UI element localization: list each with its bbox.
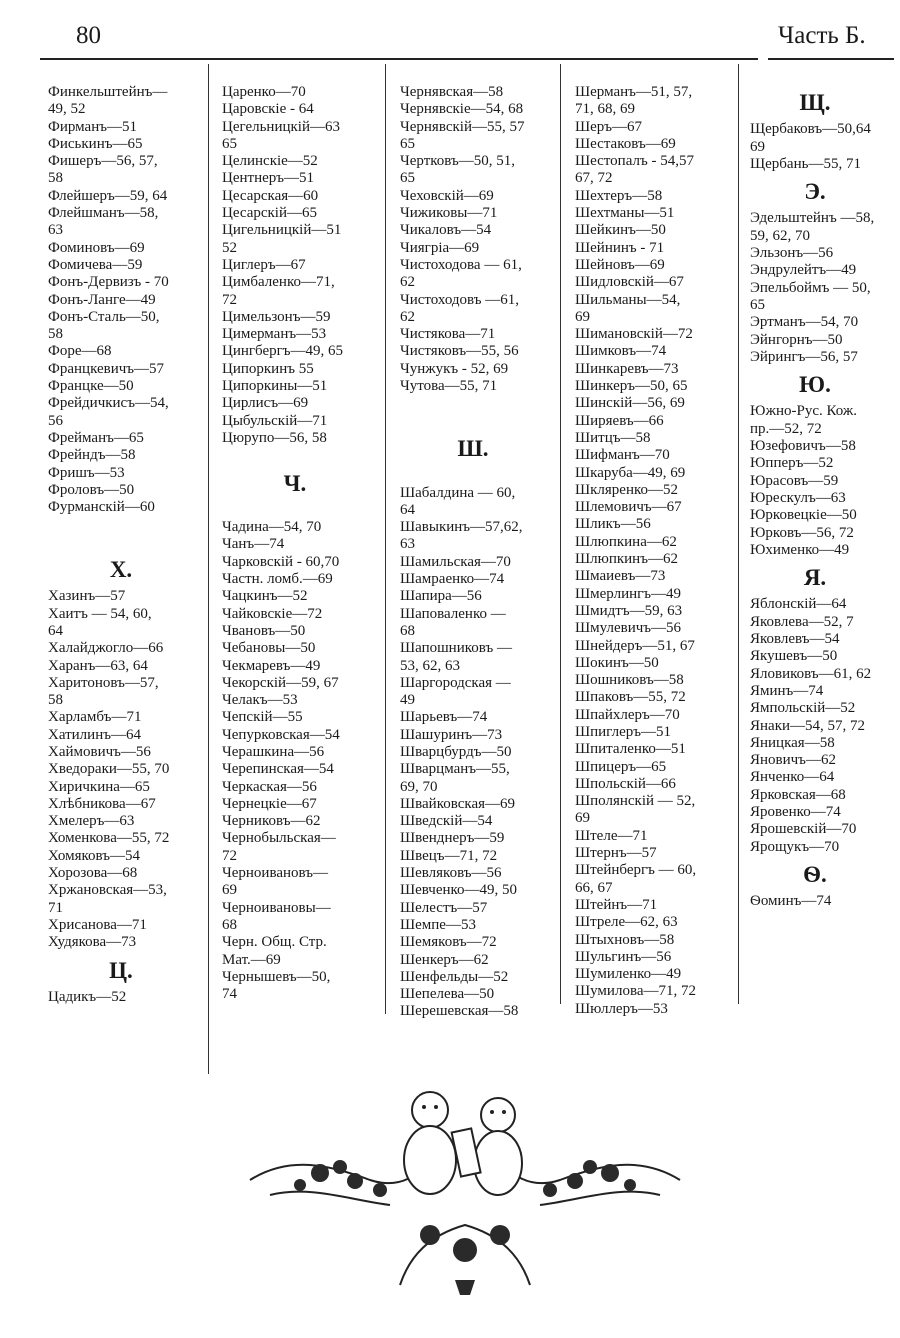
index-entry: Чепурковская—54 (222, 726, 340, 743)
index-entry: 69 (222, 882, 237, 899)
index-entry: Харанъ—63, 64 (48, 657, 148, 674)
index-entry: Шликъ—56 (575, 516, 651, 533)
index-entry: Ярошевскій—70 (750, 821, 857, 838)
index-entry: Фрейманъ—65 (48, 429, 144, 446)
index-entry: Цюрупо—56, 58 (222, 429, 327, 446)
index-entry: Чадина—54, 70 (222, 519, 322, 536)
index-entry: Шимановскій—72 (575, 326, 693, 343)
index-entry: Шошниковъ—58 (575, 672, 684, 689)
index-entry: Шлемовичъ—67 (575, 499, 682, 516)
index-entry: Шинкаревъ—73 (575, 360, 679, 377)
index-entry: 65 (222, 135, 237, 152)
column-spacer (400, 413, 566, 430)
index-entry: Эпельбоймъ — 50, (750, 279, 871, 296)
index-entry: Яковлевъ—54 (750, 631, 840, 648)
index-entry: Хлѣбникова—67 (48, 795, 156, 812)
index-entry: Шейкинъ—50 (575, 222, 666, 239)
index-entry: Царенко—70 (222, 84, 306, 100)
index-entry: Шпицеръ—65 (575, 758, 667, 775)
index-entry: 63 (48, 222, 63, 239)
page-header (0, 0, 900, 70)
index-entry: Шевляковъ—56 (400, 865, 502, 882)
index-entry: Чертковъ—50, 51, (400, 153, 516, 170)
index-entry: Чернецкіе—67 (222, 795, 317, 812)
index-entry: Шпольскій—66 (575, 775, 676, 792)
index-entry: Хорозова—68 (48, 865, 138, 882)
section-letter-heading: Щ. (799, 90, 831, 115)
index-entry: Черепинская—54 (222, 761, 334, 778)
index-entry: Шмерлингъ—49 (575, 585, 682, 602)
index-entry: Хомяковъ—54 (48, 847, 140, 864)
index-entry: 68 (222, 916, 237, 933)
index-entry: Шехтеръ—58 (575, 187, 663, 204)
index-entry: Черниковъ—62 (222, 813, 321, 830)
index-entry: Штыхновъ—58 (575, 931, 675, 948)
index-entry: Янаки—54, 57, 72 (750, 717, 866, 734)
index-entry: Яницкая—58 (750, 734, 835, 751)
index-entry: 69 (575, 308, 590, 325)
index-entry: 58 (48, 326, 63, 343)
index-entry: 49 (400, 692, 415, 709)
index-entry: Яловиковъ—61, 62 (750, 665, 872, 682)
index-entry: Шмидтъ—59, 63 (575, 602, 683, 619)
index-entry: Шлюпкинъ—62 (575, 551, 678, 568)
index-entry: 71, 68, 69 (575, 101, 635, 118)
index-entry: Черн. Общ. Стр. (222, 934, 327, 951)
index-entry: Хмелеръ—63 (48, 813, 135, 830)
index-entry: 72 (222, 291, 237, 308)
index-entry: Чикаловъ—54 (400, 222, 492, 239)
index-entry: Чвановъ—50 (222, 622, 306, 639)
index-entry: Шелестъ—57 (400, 899, 488, 916)
index-entry: 62 (400, 274, 415, 291)
index-entry: Шерешевская—58 (400, 1003, 519, 1020)
index-entry: Эйрингъ—56, 57 (750, 348, 858, 365)
index-entry: Якушевъ—50 (750, 648, 838, 665)
index-entry: Харламбъ—71 (48, 709, 142, 726)
index-entry: Яковлева—52, 7 (750, 613, 854, 630)
index-entry: Хаймовичъ—56 (48, 743, 151, 760)
index-entry: Чижиковы—71 (400, 205, 498, 222)
index-column-3 (400, 84, 566, 1021)
index-entry: Фоминовъ—69 (48, 239, 145, 256)
index-entry: Юрасовъ—59 (750, 472, 839, 489)
page-number: 80 (76, 22, 101, 49)
index-entry: Францке—50 (48, 378, 134, 395)
index-entry: Яровенко—74 (750, 803, 841, 820)
index-entry: Чернявская—58 (400, 84, 504, 100)
index-entry: 72 (222, 847, 237, 864)
index-entry: Шкляренко—52 (575, 481, 679, 498)
header-rule (40, 58, 758, 60)
index-entry: Челакъ—53 (222, 692, 298, 709)
part-title: Часть Б. (778, 22, 866, 49)
index-entry: Ярковская—68 (750, 786, 846, 803)
index-entry: 69 (750, 138, 765, 155)
index-entry: Чанъ—74 (222, 536, 285, 553)
index-entry: 53, 62, 63 (400, 657, 460, 674)
index-entry: Юрковъ—56, 72 (750, 524, 854, 541)
index-entry: Шенкеръ—62 (400, 951, 489, 968)
index-entry: Шабалдина — 60, (400, 484, 516, 501)
index-entry: Щербаковъ—50,64 (750, 121, 871, 138)
index-entry: Чернявскіе—54, 68 (400, 101, 524, 118)
index-entry: Фрейдичкисъ—54, (48, 395, 169, 412)
index-entry: Ципоркины—51 (222, 378, 328, 395)
index-entry: Шестаковъ—69 (575, 135, 676, 152)
index-entry: Шаргородская — (400, 674, 511, 691)
index-entry: 52 (222, 239, 237, 256)
index-entry: Фиськинъ—65 (48, 135, 143, 152)
index-entry: Худякова—73 (48, 934, 137, 951)
index-entry: Ѳоминъ—74 (750, 893, 832, 910)
index-entry: Чарковскій - 60,70 (222, 553, 340, 570)
index-entry: Черкаская—56 (222, 778, 317, 795)
index-entry: Эртманъ—54, 70 (750, 314, 859, 331)
index-entry: Шкаруба—49, 69 (575, 464, 686, 481)
index-entry: Ципоркинъ 55 (222, 360, 314, 377)
index-entry: Хаитъ — 54, 60, (48, 605, 152, 622)
index-entry: Шмулевичъ—56 (575, 620, 682, 637)
index-entry: Цимельзонъ—59 (222, 308, 331, 325)
index-entry: Штеле—71 (575, 827, 648, 844)
index-entry: Штернъ—57 (575, 845, 657, 862)
index-entry: Цесарскій—65 (222, 205, 318, 222)
index-column-5 (750, 84, 900, 910)
index-entry: Шитцъ—58 (575, 429, 651, 446)
index-entry: Юрковецкіе—50 (750, 507, 857, 524)
index-entry: Цадикъ—52 (48, 988, 127, 1005)
column-spacer (222, 447, 388, 464)
index-entry: 71 (48, 899, 63, 916)
index-entry: 58 (48, 170, 63, 187)
index-entry: 62 (400, 308, 415, 325)
index-entry: 67, 72 (575, 170, 613, 187)
index-entry: Шимковъ—74 (575, 343, 667, 360)
index-entry: 64 (48, 622, 63, 639)
index-entry: Шлюпкина—62 (575, 533, 677, 550)
index-entry: Юпперъ—52 (750, 455, 834, 472)
index-entry: Цыбульскій—71 (222, 412, 328, 429)
cherub-ornament-illustration (230, 1085, 700, 1300)
index-entry: Шехтманы—51 (575, 205, 675, 222)
index-entry: Царовскіе - 64 (222, 101, 314, 118)
index-entry: Цигельницкій—51 (222, 222, 342, 239)
index-entry: Южно-Рус. Кож. (750, 403, 857, 420)
index-entry: Мат.—69 (222, 951, 281, 968)
index-entry: Яновичъ—62 (750, 752, 836, 769)
index-entry: 49, 52 (48, 101, 86, 118)
index-entry: Фонъ-Сталь—50, (48, 308, 160, 325)
index-entry: Чернобыльская— (222, 830, 336, 847)
index-entry: Цегельницкій—63 (222, 118, 340, 135)
index-entry: 56 (48, 412, 63, 429)
index-entry: Цингбергъ—49, 65 (222, 343, 344, 360)
index-entry: Цимерманъ—53 (222, 326, 327, 343)
index-entry: Ямпольскій—52 (750, 700, 856, 717)
index-entry: Хатилинъ—64 (48, 726, 141, 743)
index-entry: Шокинъ—50 (575, 654, 659, 671)
index-entry: Ярощукъ—70 (750, 838, 840, 855)
index-entry: Шарьевъ—74 (400, 709, 488, 726)
index-entry: Шюллеръ—53 (575, 1000, 668, 1017)
index-entry: Целинскіе—52 (222, 153, 318, 170)
column-spacer (400, 395, 566, 412)
index-entry: Шапошниковъ — (400, 640, 512, 657)
index-entry: Шашуринъ—73 (400, 726, 503, 743)
index-entry: Шварцбурдъ—50 (400, 743, 512, 760)
index-entry: Францкевичъ—57 (48, 360, 165, 377)
index-entry: Шейновъ—69 (575, 256, 665, 273)
index-entry: пр.—52, 72 (750, 420, 822, 437)
index-entry: Шевченко—49, 50 (400, 882, 518, 899)
section-letter-heading: Ч. (283, 470, 307, 496)
index-entry: Шеръ—67 (575, 118, 643, 135)
index-entry: 58 (48, 692, 63, 709)
index-entry: Шильманы—54, (575, 291, 681, 308)
index-entry: Фроловъ—50 (48, 481, 135, 498)
index-entry: Яминъ—74 (750, 682, 824, 699)
index-entry: Шпиглеръ—51 (575, 723, 671, 740)
index-entry: Чистяковъ—55, 56 (400, 343, 519, 360)
section-letter-heading: Ц. (109, 957, 133, 983)
index-entry: Шавыкинъ—57,62, (400, 519, 523, 536)
index-entry: Эйнгорнъ—50 (750, 331, 843, 348)
index-entry: Шенфельды—52 (400, 968, 509, 985)
index-entry: Шифманъ—70 (575, 447, 670, 464)
index-entry: Шпиталенко—51 (575, 741, 686, 758)
index-entry: Юхименко—49 (750, 541, 850, 558)
index-entry: Фурманскій—60 (48, 499, 155, 516)
index-entry: 63 (400, 536, 415, 553)
index-entry: Чепскій—55 (222, 709, 303, 726)
index-entry: Чистоходова — 61, (400, 256, 522, 273)
index-entry: 69, 70 (400, 778, 438, 795)
index-entry: Чунжукъ - 52, 69 (400, 360, 509, 377)
section-letter-heading: Ю. (799, 372, 831, 398)
index-entry: Частн. ломб.—69 (222, 571, 333, 588)
section-letter-heading: Х. (109, 557, 133, 583)
index-entry: Форе—68 (48, 343, 112, 360)
column-spacer (48, 534, 214, 551)
index-entry: Шемяковъ—72 (400, 934, 497, 951)
index-entry: Швецъ—71, 72 (400, 847, 498, 864)
index-entry: 74 (222, 986, 237, 1003)
index-entry: Хведораки—55, 70 (48, 761, 170, 778)
index-entry: Чутова—55, 71 (400, 378, 498, 395)
index-entry: Харитоновъ—57, (48, 674, 159, 691)
index-entry: Фомичева—59 (48, 256, 143, 273)
index-entry: Фишеръ—56, 57, (48, 153, 158, 170)
index-entry: Фрейндъ—58 (48, 447, 136, 464)
index-entry: Шполянскій — 52, (575, 793, 696, 810)
index-entry: Чекорскій—59, 67 (222, 674, 339, 691)
index-entry: Черноивановъ— (222, 865, 328, 882)
index-entry: Фонъ-Дервизъ - 70 (48, 274, 169, 291)
index-entry: Цирлисъ—69 (222, 395, 309, 412)
index-entry: Шинкеръ—50, 65 (575, 378, 688, 395)
index-entry: Чайковскіе—72 (222, 605, 323, 622)
index-entry: Чебановы—50 (222, 640, 316, 657)
index-entry: Эндрулейтъ—49 (750, 262, 857, 279)
index-entry: Хиричкина—65 (48, 778, 150, 795)
index-entry: Шульгинъ—56 (575, 948, 672, 965)
index-entry: Яблонскій—64 (750, 596, 847, 613)
index-entry: Хоменкова—55, 72 (48, 830, 170, 847)
section-letter-heading: Я. (803, 565, 827, 591)
index-entry: Швенднеръ—59 (400, 830, 505, 847)
index-entry: Шпаковъ—55, 72 (575, 689, 686, 706)
index-entry: Халайджогло—66 (48, 640, 164, 657)
index-entry: Ширяевъ—66 (575, 412, 664, 429)
column-spacer (48, 516, 214, 533)
index-entry: Шведскій—54 (400, 813, 493, 830)
index-entry: Шемпе—53 (400, 916, 476, 933)
index-entry: Штреле—62, 63 (575, 914, 678, 931)
index-column-4 (575, 84, 741, 1018)
index-entry: 65 (400, 135, 415, 152)
index-entry: Юрескулъ—63 (750, 489, 846, 506)
section-letter-heading: Ш. (457, 435, 489, 461)
index-entry: Чернявскій—55, 57 (400, 118, 525, 135)
section-letter-heading: Э. (804, 179, 826, 205)
index-entry: Чеховскій—69 (400, 187, 494, 204)
index-entry: Шмаиевъ—73 (575, 568, 666, 585)
column-spacer (400, 467, 566, 484)
index-entry: 59, 62, 70 (750, 227, 810, 244)
index-entry: Финкельштейнъ— (48, 84, 168, 100)
index-entry: Штейнъ—71 (575, 896, 658, 913)
index-entry: 66, 67 (575, 879, 613, 896)
index-entry: Фирманъ—51 (48, 118, 137, 135)
index-entry: Шамраенко—74 (400, 571, 505, 588)
section-letter-heading: Ѳ. (803, 861, 827, 887)
index-entry: Флейшманъ—58, (48, 205, 159, 222)
index-entry: Центнеръ—51 (222, 170, 315, 187)
index-entry: Штейнбергъ — 60, (575, 862, 697, 879)
index-entry: Хрисанова—71 (48, 916, 147, 933)
index-entry: Шидловскій—67 (575, 274, 684, 291)
index-entry: Цимбаленко—71, (222, 274, 335, 291)
index-entry: Флейшеръ—59, 64 (48, 187, 168, 204)
index-entry: Швайковская—69 (400, 795, 515, 812)
index-entry: Шумилова—71, 72 (575, 983, 696, 1000)
column-spacer (222, 502, 388, 519)
index-entry: Чистоходовъ —61, (400, 291, 520, 308)
index-entry: Шапира—56 (400, 588, 482, 605)
index-entry: Чацкинъ—52 (222, 588, 308, 605)
index-entry: Шнейдеръ—51, 67 (575, 637, 695, 654)
index-entry: Чернышевъ—50, (222, 968, 331, 985)
index-entry: Циглеръ—67 (222, 256, 306, 273)
index-column-2 (222, 84, 388, 1003)
index-entry: Юзефовичъ—58 (750, 438, 856, 455)
index-entry: Черашкина—56 (222, 743, 325, 760)
index-entry: Чекмаревъ—49 (222, 657, 321, 674)
index-entry: Чистякова—71 (400, 326, 496, 343)
index-entry: Эльзонъ—56 (750, 245, 834, 262)
index-entry: Шестопалъ - 54,57 (575, 153, 694, 170)
index-entry: Хазинъ—57 (48, 588, 126, 605)
index-entry: Чиягріа—69 (400, 239, 480, 256)
index-column-1 (48, 84, 214, 1006)
index-entry: Янченко—64 (750, 769, 835, 786)
index-entry: Хржановская—53, (48, 882, 167, 899)
index-entry: Фришъ—53 (48, 464, 125, 481)
header-rule (768, 58, 894, 60)
index-entry: Черноивановы— (222, 899, 331, 916)
index-entry: Шепелева—50 (400, 986, 495, 1003)
index-entry: 68 (400, 622, 415, 639)
index-entry: Шерманъ—51, 57, (575, 84, 693, 100)
index-entry: 69 (575, 810, 590, 827)
index-entry: Шейнинъ - 71 (575, 239, 665, 256)
index-entry: Шинскій—56, 69 (575, 395, 685, 412)
index-entry: Шаповаленко — (400, 605, 506, 622)
index-entry: 64 (400, 501, 415, 518)
index-entry: Фонъ-Ланге—49 (48, 291, 156, 308)
index-entry: 65 (400, 170, 415, 187)
index-entry: Эдельштейнъ —58, (750, 210, 875, 227)
index-entry: Цесарская—60 (222, 187, 319, 204)
index-entry: Шпайхлеръ—70 (575, 706, 680, 723)
index-entry: Шварцманъ—55, (400, 761, 510, 778)
index-entry: Щербань—55, 71 (750, 155, 861, 172)
index-entry: Шумиленко—49 (575, 966, 682, 983)
index-entry: Шамильская—70 (400, 553, 511, 570)
index-entry: 65 (750, 296, 765, 313)
